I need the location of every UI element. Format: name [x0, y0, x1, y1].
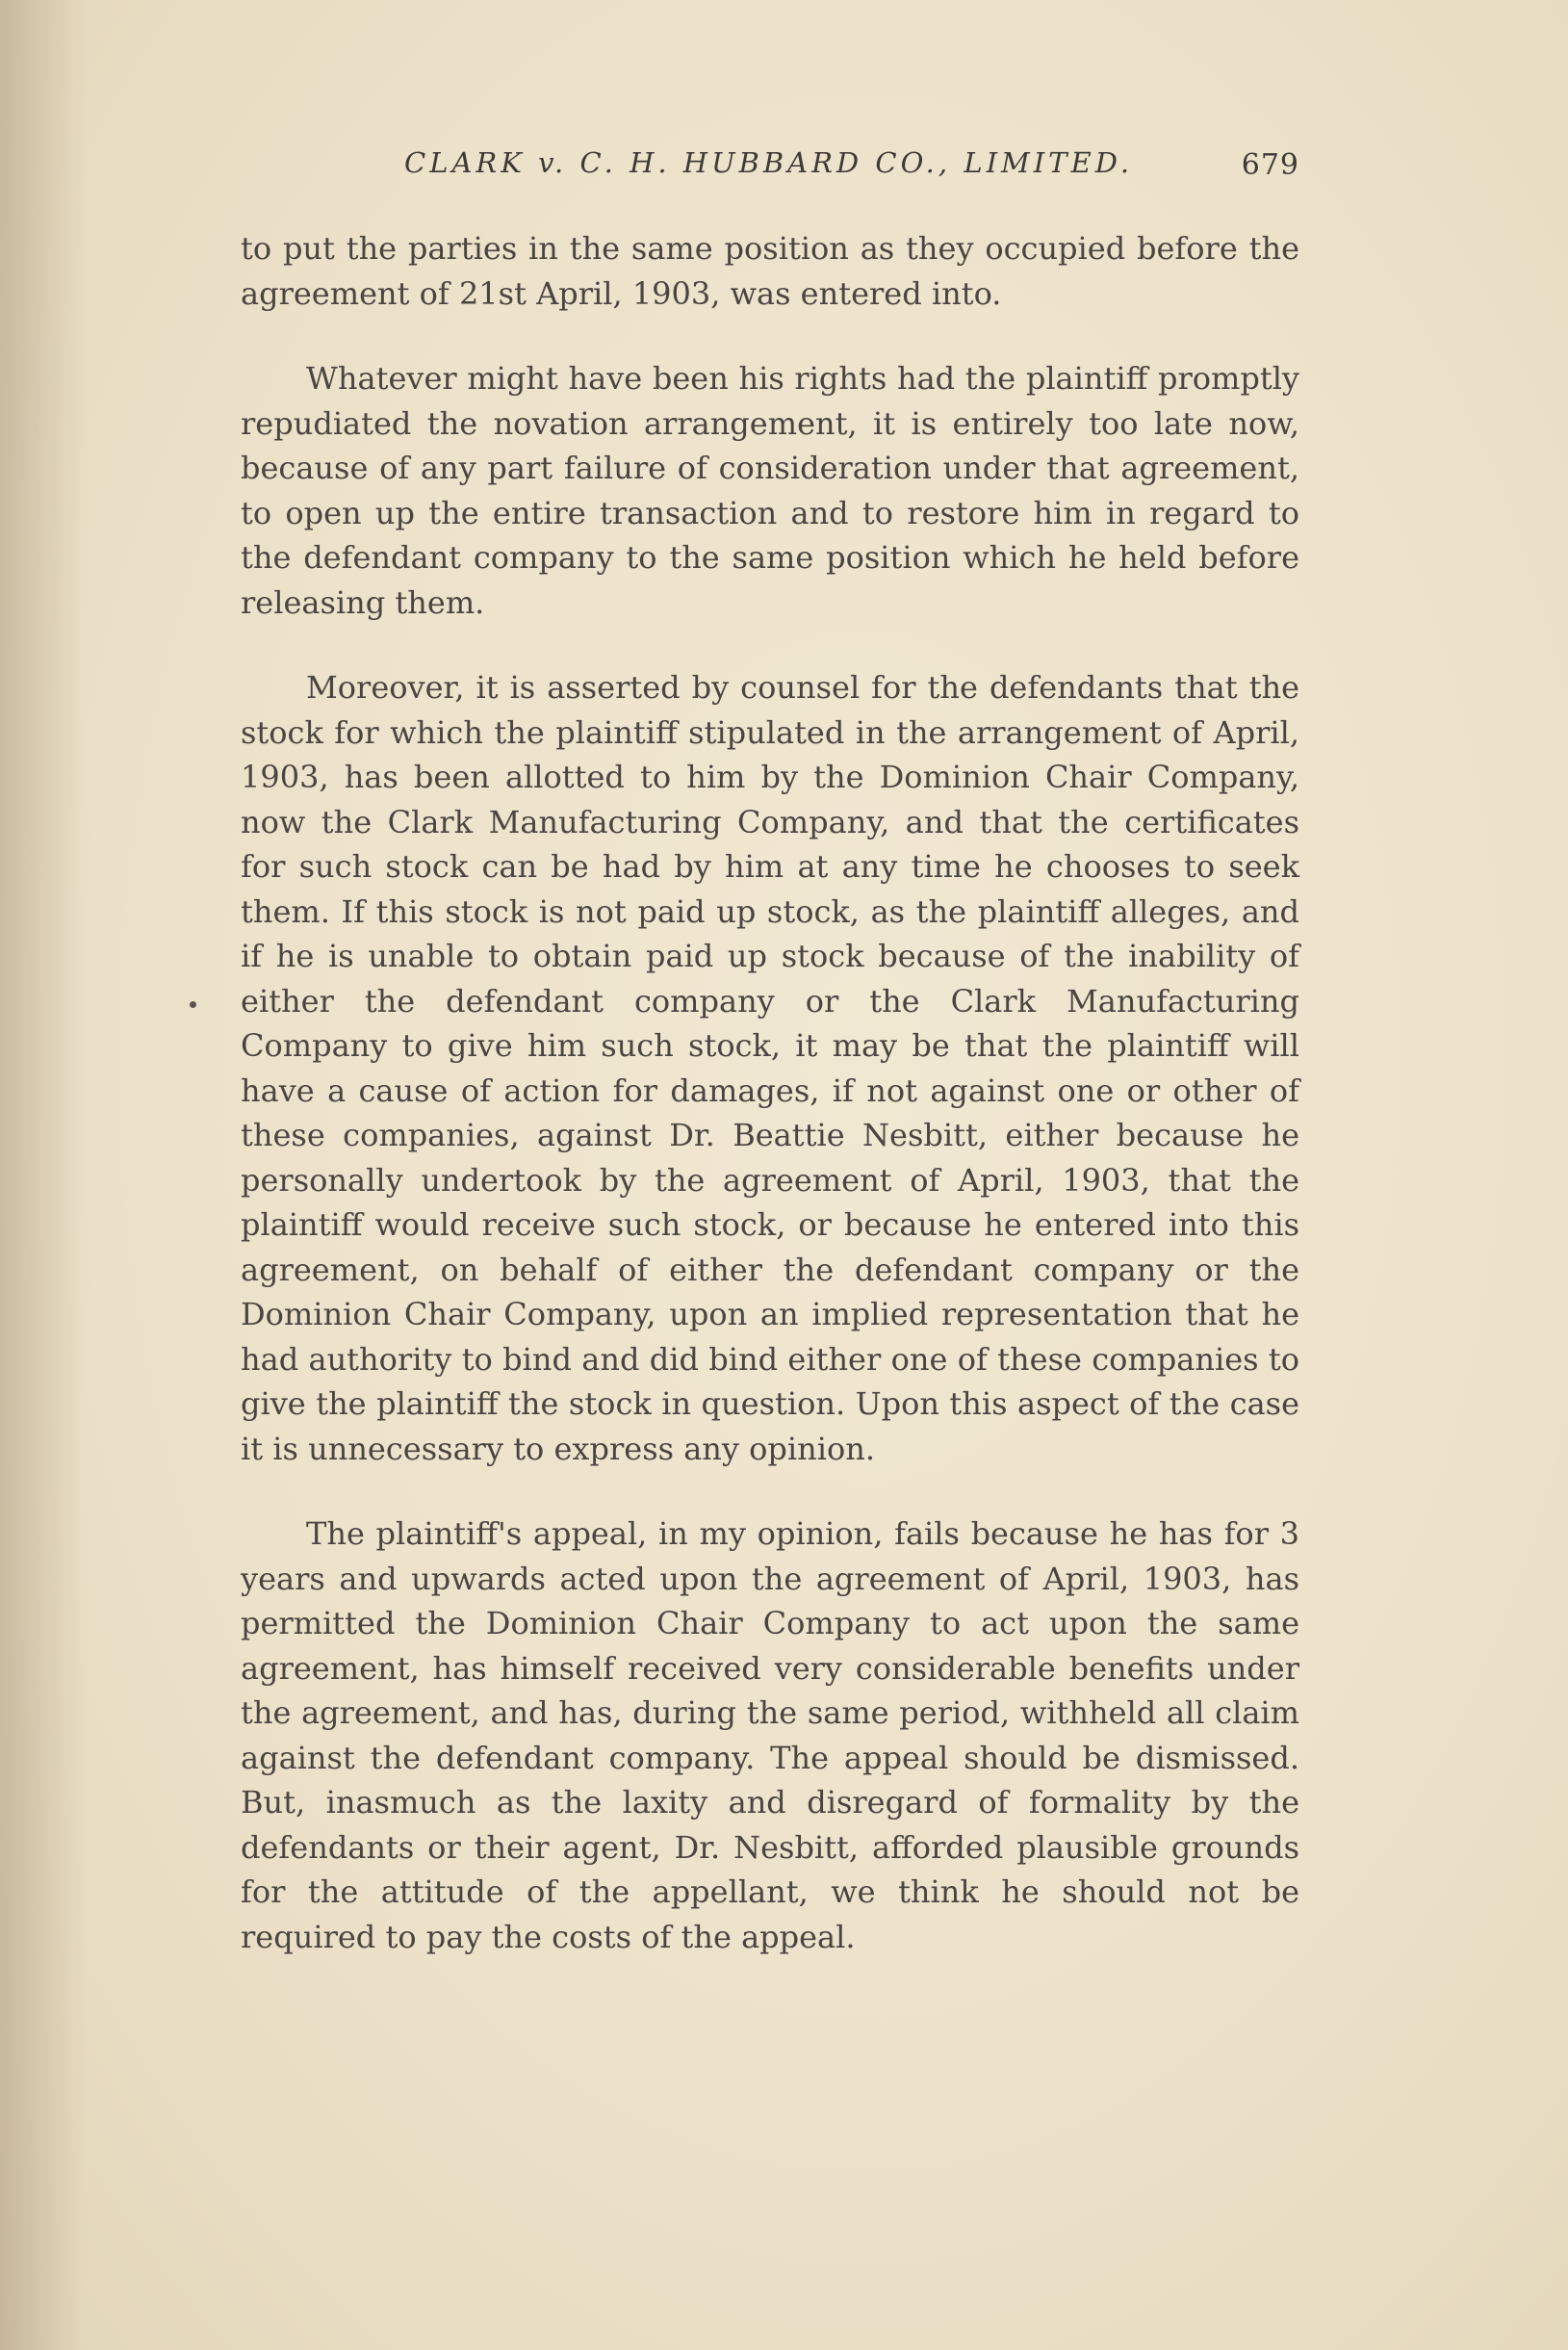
stray-ink-mark: [190, 1001, 196, 1008]
running-header: [241, 146, 1299, 204]
paragraph-continuation: to put the parties in the same position as they occupied before the agreement of 21st April, 1903, was entered into.: [241, 230, 1299, 312]
binding-shadow: [0, 0, 87, 2350]
page-number: 679: [1241, 148, 1299, 182]
paragraph-appeal-conclusion: The plaintiff's appeal, in my opinion, fails because he has for 3 years and upwards acted upon the agreement of April, 1903, has permitted the Dominion Chair Company to act upon the same agreement, has himself received very considerable benefits under the agreement, and has, during the same period, withheld all claim against the defendant company. The appeal should be dismissed. But, inasmuch as the laxity and disregard of formality by the defendants or their agent, Dr. Nesbitt, afforded plausible grounds for the attitude of the appellant, we think he should not be required to pay the costs of the appeal.: [241, 1515, 1299, 1955]
running-title: CLARK v. C. H. HUBBARD CO., LIMITED.: [404, 146, 1134, 179]
body-text: [241, 226, 1299, 2000]
paragraph-stock-allotment: Moreover, it is asserted by counsel for the defendants that the stock for which the plaintiff stipulated in the arrangement of April, 1903, has been allotted to him by the Dominion Chair Company, now the Clark Manufacturing Company, and that the certificates for such stock can be had by him at any time he chooses to seek them. If this stock is not paid up stock, as the plaintiff alleges, and if he is unable to obtain paid up stock because of the inability of either the defendant company or the Clark Manufacturing Company to give him such stock, it may be that the plaintiff will have a cause of action for damages, if not against one or other of these companies, against Dr. Beattie Nesbitt, either because he personally undertook by the agreement of April, 1903, that the plaintiff would receive such stock, or because he entered into this agreement, on behalf of either the defendant company or the Dominion Chair Company, upon an implied representation that he had authority to bind and did bind either one of these companies to give the plaintiff the stock in question. Upon this aspect of the case it is unnecessary to express any opinion.: [241, 669, 1299, 1467]
paragraph-novation: Whatever might have been his rights had the plaintiff promptly repudiated the novation arrangement, it is entirely too late now, because of any part failure of consideration under that agreement, to open up the entire transaction and to restore him in regard to the defendant company to the same position which he held before releasing them.: [241, 360, 1299, 621]
